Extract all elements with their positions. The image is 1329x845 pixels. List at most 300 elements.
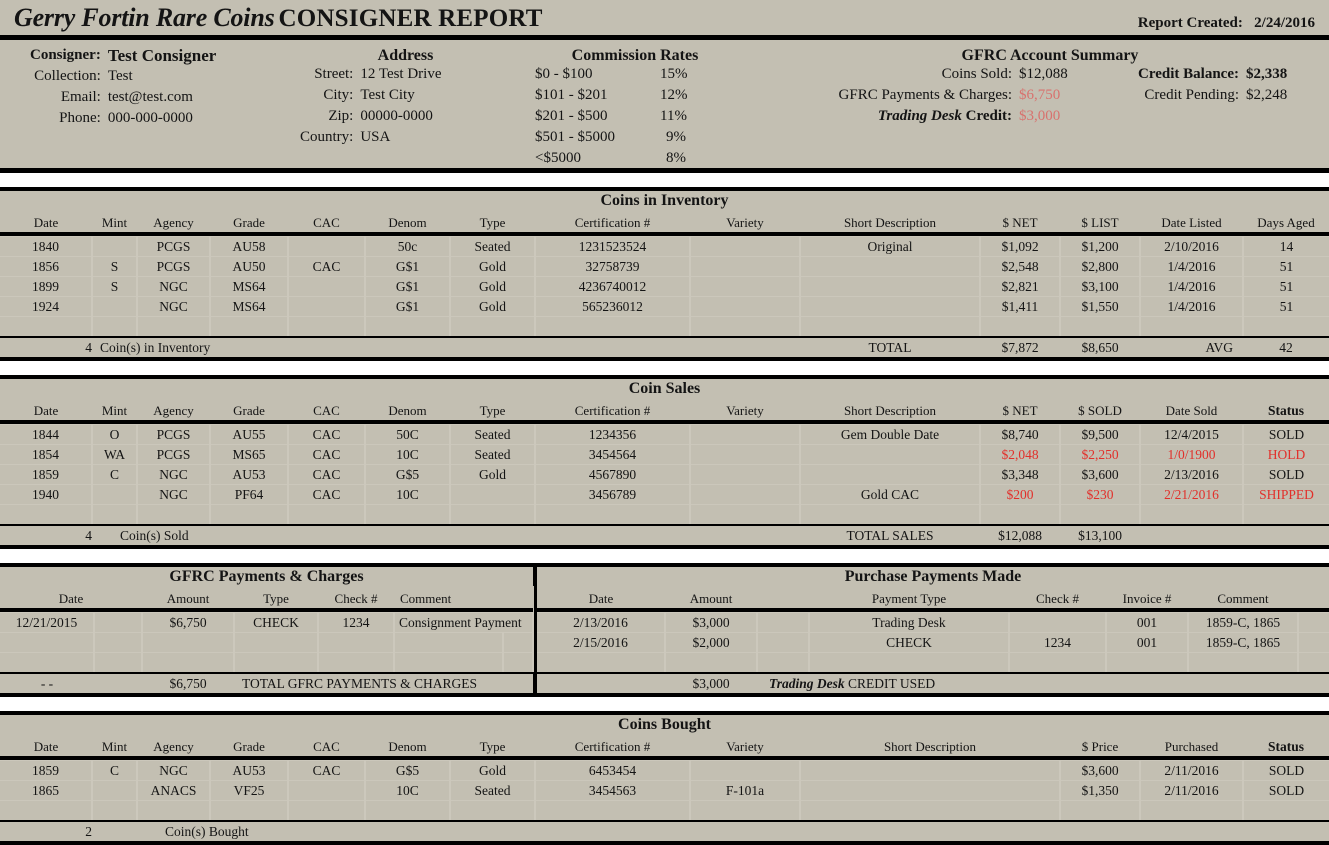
cell-agency: NGC [137, 297, 210, 317]
report-created-value: 2/24/2016 [1254, 15, 1315, 31]
purchase-payments-table [537, 586, 1329, 672]
commission-rates-title: Commission Rates [571, 47, 699, 64]
purchase-payments-total: $3,000 [692, 676, 730, 691]
table-row[interactable] [0, 465, 1329, 485]
cell-agency: PCGS [137, 237, 210, 257]
coins-in-inventory-section [0, 191, 1329, 357]
status-badge: SOLD [1243, 761, 1329, 781]
gfrc-payments-stub: - - [40, 676, 54, 691]
purchase-payments-total-label [757, 674, 1329, 693]
cell-certification: 3454563 [535, 781, 690, 801]
cell-certification: 565236012 [535, 297, 690, 317]
commission-rate: 12% [660, 87, 688, 103]
cell-comment: 1859-C, 1865 [1188, 613, 1298, 633]
cell-variety [690, 425, 800, 445]
cell-type [450, 485, 535, 505]
col-grade: Grade [233, 215, 265, 230]
cell-type: Gold [450, 277, 535, 297]
cell-date: 1924 [0, 297, 92, 317]
col-cac: CAC [313, 403, 340, 418]
col-date: Date [33, 215, 59, 230]
cell-date: 1865 [0, 781, 92, 801]
cell-cac: CAC [288, 485, 365, 505]
col-days-aged: Days Aged [1257, 215, 1315, 230]
cell-variety [690, 277, 800, 297]
credit-balance-value: $2,338 [1246, 66, 1288, 82]
section-gap [0, 361, 1329, 375]
report-title-bar [0, 0, 1329, 35]
cell-net: $1,092 [980, 237, 1060, 257]
coins-sold-value: $12,088 [1019, 66, 1068, 82]
cell-certification: 32758739 [535, 257, 690, 277]
col-date: Date [588, 591, 614, 606]
cell-type: Gold [450, 257, 535, 277]
cell-payment-type: CHECK [809, 633, 1009, 653]
cell-denom: G$1 [365, 297, 450, 317]
table-row[interactable] [537, 613, 1329, 633]
cell-date: 1859 [0, 761, 92, 781]
cell-date: 1844 [0, 425, 92, 445]
cell-denom: G$5 [365, 465, 450, 485]
cell-denom: G$1 [365, 277, 450, 297]
consigner-name-label: Consigner: [30, 47, 101, 63]
cell-list: $2,800 [1060, 257, 1140, 277]
cell-denom: 10C [365, 781, 450, 801]
col-date: Date [58, 591, 84, 606]
commission-range: $501 - $5000 [535, 129, 615, 145]
cell-mint: C [92, 465, 137, 485]
gfrc-account-summary-block [800, 46, 1320, 128]
commission-range: $101 - $201 [535, 87, 608, 103]
cell-date-listed: 1/4/2016 [1140, 277, 1243, 297]
col-price: $ Price [1081, 739, 1119, 754]
cell-date: 2/13/2016 [537, 613, 665, 633]
sales-total-net: $12,088 [998, 528, 1042, 543]
col-variety: Variety [726, 403, 764, 418]
cell-type: CHECK [234, 613, 318, 633]
col-date-listed: Date Listed [1161, 215, 1222, 230]
cell-mint [92, 781, 137, 801]
cell-mint: WA [92, 445, 137, 465]
table-row-empty [0, 801, 1329, 821]
col-certification: Certification # [574, 215, 651, 230]
inventory-section-title: Coins in Inventory [0, 191, 1329, 210]
zip-label: Zip: [328, 108, 354, 124]
bought-bottom-rule [0, 841, 1329, 845]
cell-denom: 50C [365, 425, 450, 445]
cell-date: 12/21/2015 [0, 613, 94, 633]
consigner-block [30, 46, 216, 130]
country-value: USA [360, 129, 391, 145]
cell-description [800, 781, 1060, 801]
col-short-description: Short Description [843, 215, 937, 230]
table-row-empty [0, 317, 1329, 337]
cell-mint [92, 237, 137, 257]
col-date-sold: Date Sold [1165, 403, 1218, 418]
col-cac: CAC [313, 739, 340, 754]
cell-purchased: 2/11/2016 [1140, 761, 1243, 781]
commission-rate: 15% [660, 66, 688, 82]
cell-date: 1840 [0, 237, 92, 257]
cell-certification: 3456789 [535, 485, 690, 505]
cell-net: $2,548 [980, 257, 1060, 277]
cell-grade: AU53 [210, 465, 288, 485]
trading-desk-rest: Credit: [965, 108, 1012, 124]
cell-mint: C [92, 761, 137, 781]
gfrc-payments-block [0, 567, 537, 693]
commission-rate: 9% [666, 129, 686, 145]
cell-agency: PCGS [137, 445, 210, 465]
consigner-name-value: Test Consigner [107, 46, 217, 65]
col-grade: Grade [233, 403, 265, 418]
credit-pending-label: Credit Pending: [1144, 87, 1239, 103]
gfrc-payments-total-row [0, 674, 533, 693]
cell-certification: 1234356 [535, 425, 690, 445]
col-check-number: Check # [1036, 591, 1079, 606]
email-value: test@test.com [107, 89, 193, 105]
table-row[interactable] [0, 761, 1329, 781]
cell-grade: PF64 [210, 485, 288, 505]
col-payment-type: Payment Type [871, 591, 947, 606]
bought-section-title: Coins Bought [0, 715, 1329, 734]
cell-agency: NGC [137, 485, 210, 505]
col-agency: Agency [153, 215, 194, 230]
cell-days-aged: 51 [1243, 277, 1329, 297]
trading-desk-credit-label [800, 107, 1019, 128]
gfrc-payments-table [0, 586, 534, 672]
purchase-payments-title: Purchase Payments Made [537, 567, 1329, 586]
cell-net: $3,348 [980, 465, 1060, 485]
inventory-avg-days: 42 [1279, 340, 1293, 355]
cell-variety [690, 237, 800, 257]
cell-denom: 50c [365, 237, 450, 257]
cell-check-number: 1234 [318, 613, 394, 633]
col-invoice-number: Invoice # [1122, 591, 1172, 606]
cell-grade: AU50 [210, 257, 288, 277]
country-label: Country: [300, 129, 354, 145]
status-badge: SOLD [1243, 465, 1329, 485]
cell-denom: G$1 [365, 257, 450, 277]
cell-grade: MS64 [210, 277, 288, 297]
col-check-number: Check # [334, 591, 378, 606]
col-sold: $ SOLD [1078, 403, 1122, 418]
col-denom: Denom [388, 215, 427, 230]
sales-table [0, 398, 1329, 524]
inventory-total-list: $8,650 [1081, 340, 1119, 355]
cell-type: Gold [450, 465, 535, 485]
cell-agency: PCGS [137, 425, 210, 445]
cell-date-listed: 2/10/2016 [1140, 237, 1243, 257]
cell-date-listed: 1/4/2016 [1140, 297, 1243, 317]
cell-cac [288, 297, 365, 317]
cell-grade: AU58 [210, 237, 288, 257]
cell-cac: CAC [288, 445, 365, 465]
trading-desk-italic: Trading Desk [877, 108, 962, 124]
bought-total-row [0, 822, 1329, 841]
table-row[interactable] [0, 425, 1329, 445]
col-short-description: Short Description [883, 739, 977, 754]
cell-type: Gold [450, 761, 535, 781]
sales-header-row [0, 398, 1329, 420]
zip-value: 00000-0000 [360, 108, 433, 124]
table-row[interactable] [0, 237, 1329, 257]
cell-purchased: 2/11/2016 [1140, 781, 1243, 801]
cell-description [800, 257, 980, 277]
status-badge: SOLD [1243, 425, 1329, 445]
cell-agency: ANACS [137, 781, 210, 801]
gfrc-payments-header-row [0, 586, 533, 608]
cell-amount: $3,000 [665, 613, 757, 633]
cell-grade: AU53 [210, 761, 288, 781]
cell-agency: PCGS [137, 257, 210, 277]
cell-cac: CAC [288, 465, 365, 485]
cell-list: $3,100 [1060, 277, 1140, 297]
cell-mint: O [92, 425, 137, 445]
col-mint: Mint [101, 403, 128, 418]
gfrc-payments-total: $6,750 [169, 676, 207, 691]
cell-cac: CAC [288, 761, 365, 781]
cell-days-aged: 51 [1243, 257, 1329, 277]
cell-date-listed: 1/4/2016 [1140, 257, 1243, 277]
commission-range: $0 - $100 [535, 66, 593, 82]
col-type: Type [479, 215, 506, 230]
payments-section [0, 567, 1329, 693]
cell-check-number [1009, 613, 1106, 633]
collection-value: Test [107, 68, 133, 84]
commission-range: $201 - $500 [535, 108, 608, 124]
sales-count-label: Coin(s) Sold [120, 528, 189, 543]
status-badge: HOLD [1243, 445, 1329, 465]
cell-variety [690, 465, 800, 485]
street-value: 12 Test Drive [360, 66, 442, 82]
cell-mint: S [92, 257, 137, 277]
cell-type: Seated [450, 425, 535, 445]
cell-certification: 3454564 [535, 445, 690, 465]
cell-net: $2,048 [980, 445, 1060, 465]
cell-cac [288, 781, 365, 801]
col-agency: Agency [153, 739, 194, 754]
cell-mint [92, 485, 137, 505]
cell-amount: $6,750 [142, 613, 234, 633]
cell-date: 1899 [0, 277, 92, 297]
commission-rate: 11% [660, 108, 687, 124]
report-created [1138, 15, 1315, 32]
credit-used-label: CREDIT USED [848, 676, 936, 691]
col-denom: Denom [388, 403, 427, 418]
cell-date-sold: 2/21/2016 [1140, 485, 1243, 505]
cell-cac [288, 277, 365, 297]
cell-variety [690, 445, 800, 465]
cell-description [800, 761, 1060, 781]
cell-agency: NGC [137, 277, 210, 297]
cell-variety [690, 257, 800, 277]
brand-name: Gerry Fortin Rare Coins [14, 3, 275, 32]
table-row[interactable] [0, 445, 1329, 465]
bought-count-label: Coin(s) Bought [165, 824, 249, 839]
address-title: Address [377, 47, 434, 64]
cell-cac [288, 237, 365, 257]
cell-price: $1,350 [1060, 781, 1140, 801]
cell-certification: 6453454 [535, 761, 690, 781]
table-row[interactable] [0, 297, 1329, 317]
cell-amount: $2,000 [665, 633, 757, 653]
col-type: Type [479, 739, 506, 754]
col-type: Type [479, 403, 506, 418]
cell-mint: S [92, 277, 137, 297]
gfrc-payments-label: GFRC Payments & Charges: [838, 87, 1012, 103]
cell-comment: Consignment Payment [394, 613, 533, 633]
cell-description [800, 465, 980, 485]
commission-range: <$5000 [535, 150, 581, 166]
cell-cac: CAC [288, 257, 365, 277]
cell-payment-type: Trading Desk [809, 613, 1009, 633]
inventory-total-label: TOTAL [868, 340, 912, 355]
col-short-description: Short Description [843, 403, 937, 418]
col-mint: Mint [101, 215, 128, 230]
cell-agency: NGC [137, 465, 210, 485]
cell-grade: AU55 [210, 425, 288, 445]
col-net: $ NET [1002, 403, 1038, 418]
cell-net: $1,411 [980, 297, 1060, 317]
account-summary-title: GFRC Account Summary [961, 47, 1139, 64]
col-denom: Denom [388, 739, 427, 754]
gfrc-payments-title: GFRC Payments & Charges [0, 567, 533, 586]
cell-sold: $9,500 [1060, 425, 1140, 445]
inventory-total-net: $7,872 [1001, 340, 1039, 355]
phone-value: 000-000-0000 [107, 110, 193, 126]
bought-header-row [0, 734, 1329, 756]
cell-denom: 10C [365, 485, 450, 505]
col-certification: Certification # [574, 403, 651, 418]
section-gap [0, 173, 1329, 187]
table-row-empty [537, 653, 1329, 673]
cell-description: Gold CAC [800, 485, 980, 505]
col-type: Type [263, 591, 289, 606]
col-agency: Agency [153, 403, 194, 418]
cell-date: 1856 [0, 257, 92, 277]
report-type-title: CONSIGNER REPORT [278, 5, 543, 32]
col-comment: Comment [1217, 591, 1269, 606]
cell-denom: 10C [365, 445, 450, 465]
cell-days-aged: 51 [1243, 297, 1329, 317]
sales-count: 4 [85, 528, 92, 543]
section-gap [0, 549, 1329, 563]
inventory-avg-label: AVG [1205, 340, 1233, 355]
cell-type: Seated [450, 781, 535, 801]
coins-bought-section [0, 715, 1329, 841]
col-certification: Certification # [574, 739, 651, 754]
table-row-empty [0, 633, 533, 653]
col-date: Date [33, 403, 59, 418]
cell-variety [690, 761, 800, 781]
status-badge: SOLD [1243, 781, 1329, 801]
cell-date: 1859 [0, 465, 92, 485]
cell-comment: 1859-C, 1865 [1188, 633, 1298, 653]
gfrc-payments-total-label: TOTAL GFRC PAYMENTS & CHARGES [242, 676, 477, 691]
trading-desk-italic: Trading Desk [769, 676, 845, 691]
col-purchased: Purchased [1164, 739, 1219, 754]
cell-mint [92, 297, 137, 317]
table-row[interactable] [0, 257, 1329, 277]
sales-section-title: Coin Sales [0, 379, 1329, 398]
table-row[interactable] [0, 781, 1329, 801]
credit-pending-value: $2,248 [1246, 87, 1288, 103]
col-cac: CAC [313, 215, 340, 230]
col-date: Date [33, 739, 59, 754]
report-header-info [0, 40, 1329, 168]
table-row-empty [0, 653, 533, 673]
inventory-total-row [0, 338, 1329, 357]
cell-description [800, 277, 980, 297]
cell-variety [690, 297, 800, 317]
cell-description [800, 445, 980, 465]
inventory-table [0, 210, 1329, 336]
col-variety: Variety [726, 215, 764, 230]
cell-type: Gold [450, 297, 535, 317]
table-row[interactable] [537, 633, 1329, 653]
col-comment: Comment [400, 591, 452, 606]
cell-certification: 1231523524 [535, 237, 690, 257]
cell-variety: F-101a [690, 781, 800, 801]
cell-denom: G$5 [365, 761, 450, 781]
cell-date: 1854 [0, 445, 92, 465]
sales-total-row [0, 526, 1329, 545]
cell-grade: VF25 [210, 781, 288, 801]
cell-price: $3,600 [1060, 761, 1140, 781]
report-created-label: Report Created: [1137, 15, 1243, 31]
cell-net: $2,821 [980, 277, 1060, 297]
section-gap [0, 697, 1329, 711]
cell-check-number: 1234 [1009, 633, 1106, 653]
cell-description: Gem Double Date [800, 425, 980, 445]
cell-date-sold: 12/4/2015 [1140, 425, 1243, 445]
cell-net: $8,740 [980, 425, 1060, 445]
cell-sold: $2,250 [1060, 445, 1140, 465]
col-grade: Grade [233, 739, 265, 754]
col-status: Status [1267, 739, 1304, 754]
cell-agency: NGC [137, 761, 210, 781]
city-label: City: [323, 87, 354, 103]
gfrc-payments-value: $6,750 [1019, 87, 1061, 103]
col-amount: Amount [166, 591, 210, 606]
collection-label: Collection: [34, 68, 101, 84]
cell-invoice-number: 001 [1106, 633, 1188, 653]
col-mint: Mint [101, 739, 128, 754]
cell-certification: 4567890 [535, 465, 690, 485]
table-row-empty [0, 505, 1329, 525]
cell-grade: MS64 [210, 297, 288, 317]
col-amount: Amount [689, 591, 733, 606]
cell-date: 2/15/2016 [537, 633, 665, 653]
col-list: $ LIST [1081, 215, 1119, 230]
sales-total-label: TOTAL SALES [846, 528, 934, 543]
col-variety: Variety [726, 739, 764, 754]
col-net: $ NET [1002, 215, 1038, 230]
cell-net: $200 [980, 485, 1060, 505]
cell-type: Seated [450, 237, 535, 257]
address-block [300, 46, 493, 149]
inventory-header-row [0, 210, 1329, 232]
cell-days-aged: 14 [1243, 237, 1329, 257]
purchase-payments-header-row [537, 586, 1329, 608]
commission-rate: 8% [666, 150, 686, 166]
table-row[interactable] [0, 485, 1329, 505]
coin-sales-section [0, 379, 1329, 545]
table-row[interactable] [0, 277, 1329, 297]
cell-list: $1,200 [1060, 237, 1140, 257]
cell-date-sold: 1/0/1900 [1140, 445, 1243, 465]
table-row[interactable] [0, 613, 533, 633]
